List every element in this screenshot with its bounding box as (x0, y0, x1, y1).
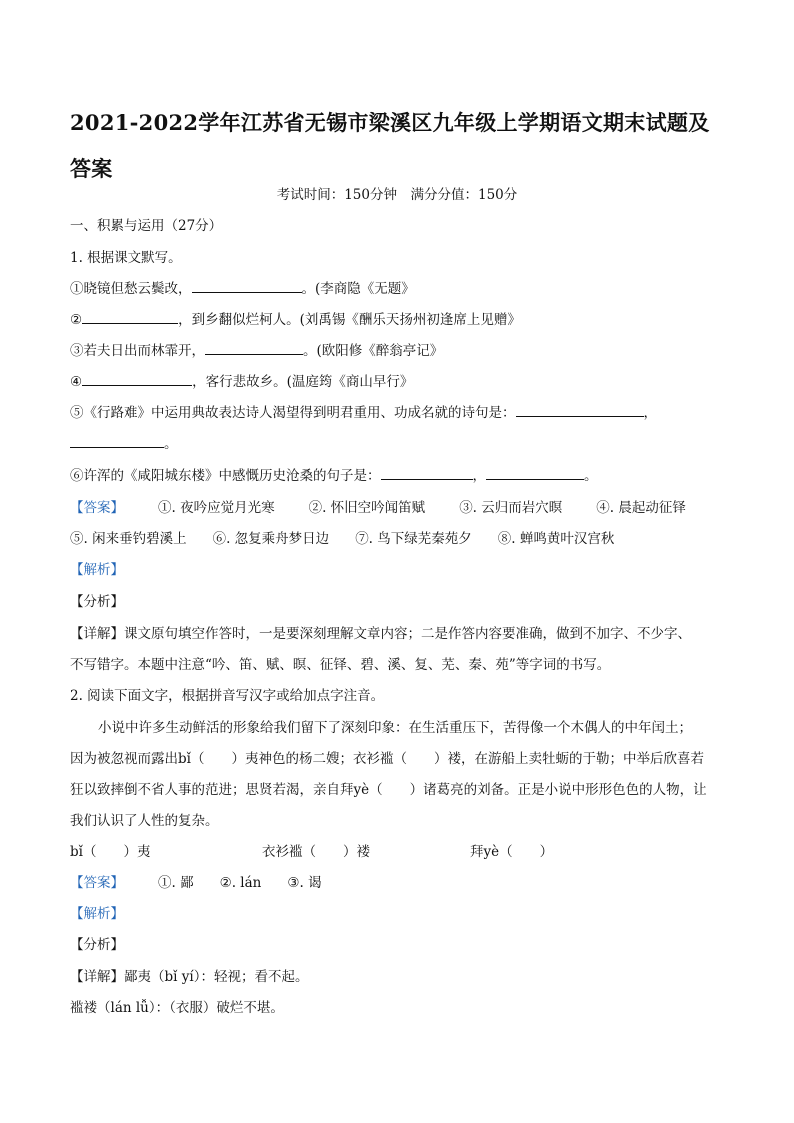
fill-blank[interactable] (192, 279, 302, 293)
detail-label: 【详解】 (70, 969, 124, 985)
q1-line-2-text: ，到乡翻似烂柯人。(刘禹锡《酬乐天扬州初逢席上见赠》 (178, 312, 521, 328)
q1-line-4 (70, 372, 413, 392)
q1-line-6-end: 。 (584, 468, 598, 484)
q2-passage-4: 我们认识了人性的复杂。 (70, 813, 219, 829)
q1-line-3 (70, 341, 443, 361)
fill-blank[interactable] (205, 341, 303, 355)
exam-info: 考试时间：150分钟 满分分值：150分 (276, 187, 518, 203)
fenxi-label: 【分析】 (70, 594, 124, 610)
q1-line-4-text: ，客行悲故乡。(温庭筠《商山早行》 (192, 374, 414, 390)
q2-stem: 2. 阅读下面文字，根据拼音写汉字或给加点字注音。 (70, 688, 385, 704)
fill-blank[interactable] (70, 434, 164, 448)
q1-line-4-num: ④ (70, 374, 83, 390)
fill-blank[interactable] (516, 403, 644, 417)
analysis-label: 【解析】 (70, 562, 124, 578)
q2-passage-2: 因为被忽视而露出bǐ（ ）夷神色的杨二嫂；衣衫褴（ ）褛，在游船上卖牡蛎的于勒；中举后欣喜若 (70, 751, 704, 767)
answer-label: 【答案】 (70, 875, 124, 891)
answer-item: ⑧. 蝉鸣黄叶汉宫秋 (497, 531, 615, 547)
q2-blank-1[interactable]: bǐ（ ）夷 (70, 844, 151, 860)
q2-blank-3[interactable]: 拜yè（ ） (470, 844, 554, 860)
q1-answer-row-1 (70, 498, 686, 518)
q2-blank-2[interactable]: 衣衫褴（ ）褛 (262, 844, 370, 860)
q1-line-3-text: ③若夫日出而林霏开， (70, 343, 205, 359)
answer-item: ①. 鄙 (158, 875, 194, 891)
q1-line-6-text: ⑥许浑的《咸阳城东楼》中感慨历史沧桑的句子是： (70, 468, 381, 484)
q1-line-5-end: 。 (164, 436, 178, 452)
answer-item: ②. 怀旧空吟闻笛赋 (308, 500, 426, 516)
q2-detail-1 (70, 967, 308, 987)
answer-item: ⑥. 忽复乘舟梦日边 (212, 531, 330, 547)
q2-detail-2: 褴褛（lán lǚ）：（衣服）破烂不堪。 (70, 1000, 284, 1016)
q1-answer-row-2 (70, 529, 614, 549)
q2-passage-3: 狂以致摔倒不省人事的范进；思贤若渴，亲自拜yè（ ）诸葛亮的刘备。正是小说中形形色色的人物，让 (70, 782, 707, 798)
q1-line-5-text: ⑤《行路难》中运用典故表达诗人渴望得到明君重用、功成名就的诗句是： (70, 405, 516, 421)
doc-title: 2021-2022学年江苏省无锡市梁溪区九年级上学期语文期末试题及答案 (70, 110, 710, 181)
section-heading: 一、积累与运用（27分） (70, 218, 223, 234)
q1-line-3-source: 。(欧阳修《醉翁亭记》 (303, 343, 444, 359)
answer-item: ③. 云归而岩穴暝 (459, 500, 563, 516)
fill-blank[interactable] (82, 372, 192, 386)
detail-text: 鄙夷（bǐ yí）：轻视；看不起。 (124, 969, 309, 985)
answer-item: ⑦. 鸟下绿芜秦苑夕 (355, 531, 472, 547)
fenxi-label: 【分析】 (70, 937, 124, 953)
answer-label: 【答案】 (70, 500, 124, 516)
q1-line-2-num: ② (70, 312, 83, 328)
detail-label: 【详解】 (70, 626, 124, 642)
fill-blank[interactable] (381, 466, 473, 480)
answer-item: ⑤. 闲来垂钓碧溪上 (70, 531, 187, 547)
q1-stem: 1. 根据课文默写。 (70, 250, 182, 266)
q1-line-6-comma: ， (472, 468, 486, 484)
fill-blank[interactable] (82, 310, 178, 324)
answer-item: ①. 夜吟应觉月光寒 (158, 500, 275, 516)
answer-item: ④. 晨起动征铎 (596, 500, 686, 516)
q2-answer-row (70, 873, 322, 893)
analysis-label: 【解析】 (70, 906, 124, 922)
answer-item: ②. lán (219, 875, 262, 891)
q1-line-1 (70, 279, 415, 299)
answer-item: ③. 谒 (287, 875, 322, 891)
q1-line-5-cont (70, 434, 178, 454)
q1-line-1-text: ①晓镜但愁云鬓改， (70, 281, 192, 297)
q1-line-5 (70, 403, 657, 423)
q1-line-1-source: 。(李商隐《无题》 (301, 281, 415, 297)
detail-text: 课文原句填空作答时，一是要深刻理解文章内容；二是作答内容要准确，做到不加字、不少字、 (124, 626, 691, 642)
q1-line-2 (70, 310, 521, 330)
q1-line-5-comma: ， (643, 405, 657, 421)
q2-passage-1: 小说中许多生动鲜活的形象给我们留下了深刻印象：在生活重压下，苦得像一个木偶人的中年闰土； (98, 720, 692, 736)
q1-detail-2: 不写错字。本题中注意“吟、笛、赋、暝、征铎、碧、溪、复、芜、秦、苑”等字词的书写。 (70, 657, 611, 673)
q1-detail-1 (70, 624, 691, 644)
fill-blank[interactable] (486, 466, 584, 480)
q1-line-6 (70, 466, 598, 486)
